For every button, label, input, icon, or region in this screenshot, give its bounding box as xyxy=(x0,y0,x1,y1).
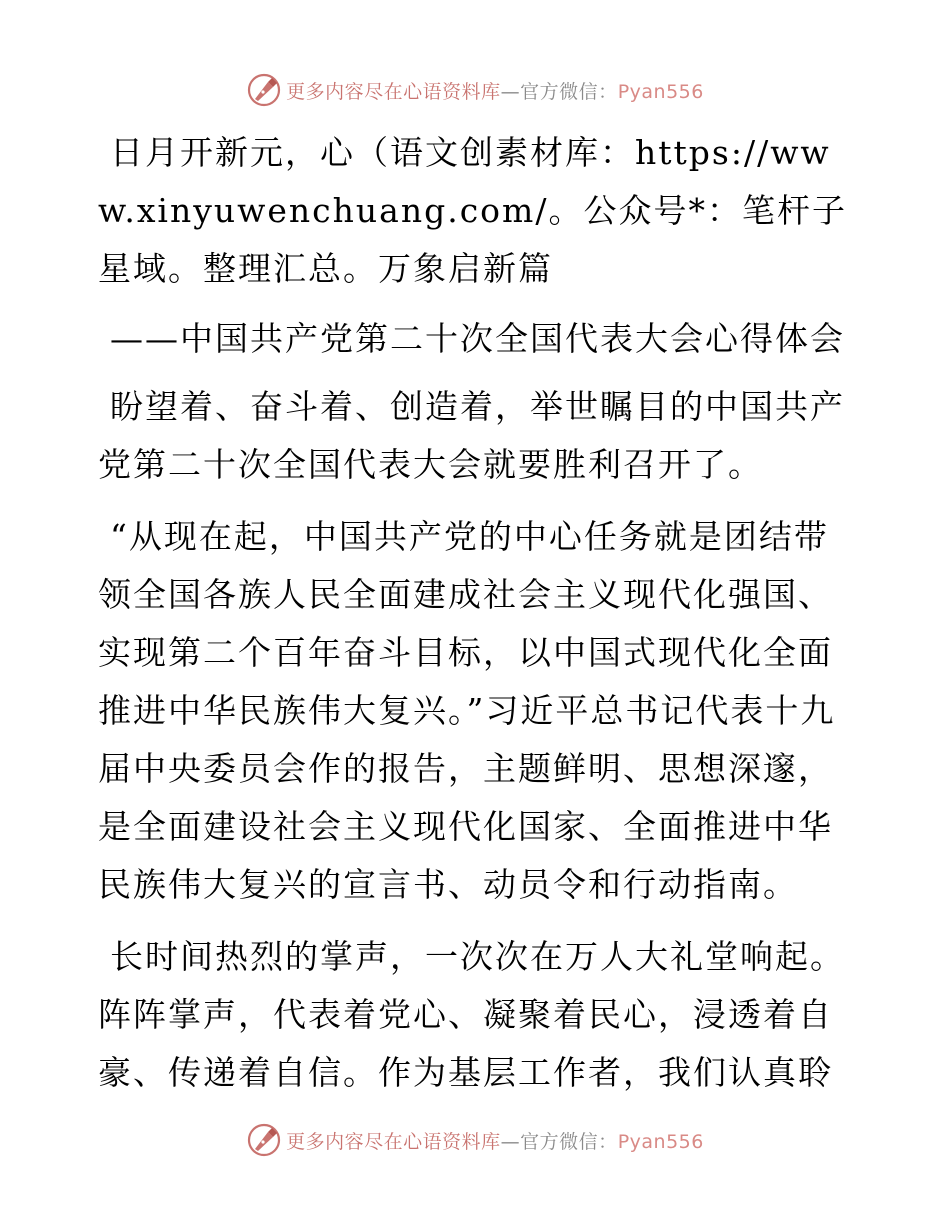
header-watermark xyxy=(0,70,950,110)
document-body xyxy=(98,124,858,1116)
watermark-main-text: 更多内容尽在心语资料库 xyxy=(286,1130,501,1153)
pen-nib-logo-icon xyxy=(246,72,282,108)
watermark-dash: — xyxy=(500,1130,521,1153)
watermark-dash: — xyxy=(500,80,521,103)
paragraph-body-2: “从现在起，中国共产党的中心任务就是团结带领全国各族人民全面建成社会主义现代化强国、实现第二个百年奋斗目标，以中国式现代化全面推进中华民族伟大复兴。”习近平总书记代表十九届中央委员会作的报告，主题鲜明、思想深邃，是全面建设社会主义现代化国家、全面推进中华民族伟大复兴的宣言书、动员令和行动指南。 xyxy=(98,517,836,904)
footer-watermark xyxy=(0,1120,950,1160)
watermark-main-text: 更多内容尽在心语资料库 xyxy=(286,80,501,103)
paragraph-body-1: 盼望着、奋斗着、创造着，举世瞩目的中国共产党第二十次全国代表大会就要胜利召开了。 xyxy=(98,387,845,484)
watermark-text xyxy=(286,77,704,104)
watermark-label: 官方微信： xyxy=(520,80,618,103)
paragraph-intro: 日月开新元，心（语文创素材库：https://www.xinyuwenchuang.com/。公众号*：笔杆子星域。整理汇总。万象启新篇 xyxy=(98,133,847,288)
watermark-handle: Pyan556 xyxy=(617,1130,704,1153)
paragraph-subtitle: ——中国共产党第二十次全国代表大会心得体会 xyxy=(110,319,845,358)
watermark-label: 官方微信： xyxy=(520,1130,618,1153)
watermark-text xyxy=(286,1127,704,1154)
paragraph-body-3: 长时间热烈的掌声，一次次在万人大礼堂响起。阵阵掌声，代表着党心、凝聚着民心，浸透着自豪、传递着自信。作为基层工作者，我们认真聆 xyxy=(98,937,845,1092)
pen-nib-logo-icon xyxy=(246,1122,282,1158)
watermark-handle: Pyan556 xyxy=(617,80,704,103)
